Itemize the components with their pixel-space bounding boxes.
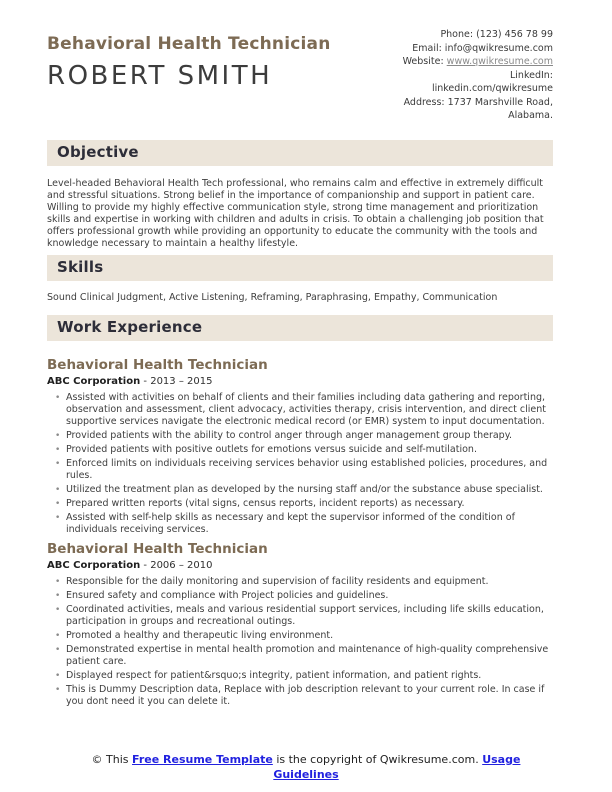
contact-website: [341, 55, 553, 69]
list-item: • Provided patients with positive outlets for emotions versus suicide and self-mutilation.: [47, 444, 553, 456]
usage-guidelines-link[interactable]: Usage Guidelines: [273, 753, 521, 781]
section-header-objective: Objective: [47, 140, 553, 166]
footer: [0, 752, 612, 782]
list-item: • Provided patients with the ability to control anger through anger management group therapy.: [47, 430, 553, 442]
contact-address-line2: Alabama.: [508, 110, 553, 121]
header-left: [47, 28, 331, 91]
list-item: • Promoted a healthy and therapeutic living environment.: [47, 630, 553, 642]
contact-website-label: Website:: [402, 56, 447, 67]
footer-prefix: © This: [91, 753, 133, 766]
list-item: • Responsible for the daily monitoring and supervision of facility residents and equipment.: [47, 576, 553, 588]
list-item: • Assisted with self-help skills as necessary and kept the supervisor informed of the condition of individuals receiving services.: [47, 512, 553, 536]
contact-email: Email: info@qwikresume.com: [412, 42, 553, 54]
section-header-skills: Skills: [47, 255, 553, 281]
list-item: • Assisted with activities on behalf of clients and their families including data gathering and reporting, observation and assessment, client advocacy, activities therapy, crisis intervention, and direct client supportive services navigate the electronic medical record (or EMR) system to input documentation.: [47, 392, 553, 428]
contact-linkedin-label: LinkedIn:: [509, 69, 553, 81]
job-1-title: Behavioral Health Technician: [47, 356, 268, 373]
job-2-bullet-list: [47, 576, 553, 708]
job-2-dates: - 2006 – 2010: [143, 559, 213, 571]
list-item: • Utilized the treatment plan as developed by the nursing staff and/or the substance abuse specialist.: [47, 484, 553, 496]
contact-linkedin-value: linkedin.com/qwikresume: [431, 83, 553, 94]
contact-phone: Phone: (123) 456 78 99: [440, 29, 553, 40]
list-item: • Displayed respect for patient&rsquo;s integrity, patient information, and patient rights.: [47, 670, 553, 682]
list-item: • This is Dummy Description data, Replace with job description relevant to your current role. In case if you dont need it you can delete it.: [47, 684, 553, 708]
job-entry-2: [47, 541, 553, 708]
objective-text: Level-headed Behavioral Health Tech professional, who remains calm and effective in extremely difficult and stressful situations. Strong belief in the importance of companionship and support in patient care. Willing to provide my highly effective communication style, strong time management and prioritization skills and expertise in working with children and adults in crisis. To obtain a challenging job position that offers professional growth while providing an opportunity to educate the community with the tools and knowledge necessary to maintain a healthy lifestyle.: [47, 177, 544, 249]
role-title: Behavioral Health Technician: [47, 34, 331, 54]
job-1-company-line: [47, 376, 553, 387]
job-2-title: Behavioral Health Technician: [47, 540, 268, 557]
list-item: • Coordinated activities, meals and various residential support services, including life skills education, participation in groups and recreational outings.: [47, 604, 553, 628]
skills-text: Sound Clinical Judgment, Active Listening, Reframing, Paraphrasing, Empathy, Communication: [47, 291, 498, 303]
list-item: • Demonstrated expertise in mental health promotion and maintenance of high-quality comprehensive patient care.: [47, 644, 553, 668]
footer-middle: is the copyright of Qwikresume.com.: [272, 753, 483, 766]
list-item: • Enforced limits on individuals receiving services behavior using established policies, procedures, and rules.: [47, 458, 553, 482]
job-2-company: ABC Corporation: [47, 559, 141, 571]
free-resume-template-link[interactable]: Free Resume Template: [132, 753, 273, 766]
job-1-dates: - 2013 – 2015: [143, 375, 213, 387]
contact-block: [341, 28, 553, 123]
website-link[interactable]: www.qwikresume.com: [446, 56, 553, 67]
footer-copyright: [83, 752, 529, 782]
contact-address-line1: Address: 1737 Marshville Road,: [403, 96, 553, 108]
job-2-company-line: [47, 560, 553, 571]
list-item: • Prepared written reports (vital signs, census reports, incident reports) as necessary.: [47, 498, 553, 510]
job-entry-1: [47, 357, 553, 536]
section-header-work-experience: Work Experience: [47, 315, 553, 341]
job-1-bullet-list: [47, 392, 553, 536]
list-item: • Ensured safety and compliance with Project policies and guidelines.: [47, 590, 553, 602]
job-1-company: ABC Corporation: [47, 375, 141, 387]
person-name: ROBERT SMITH: [47, 61, 273, 91]
header: [47, 28, 553, 123]
